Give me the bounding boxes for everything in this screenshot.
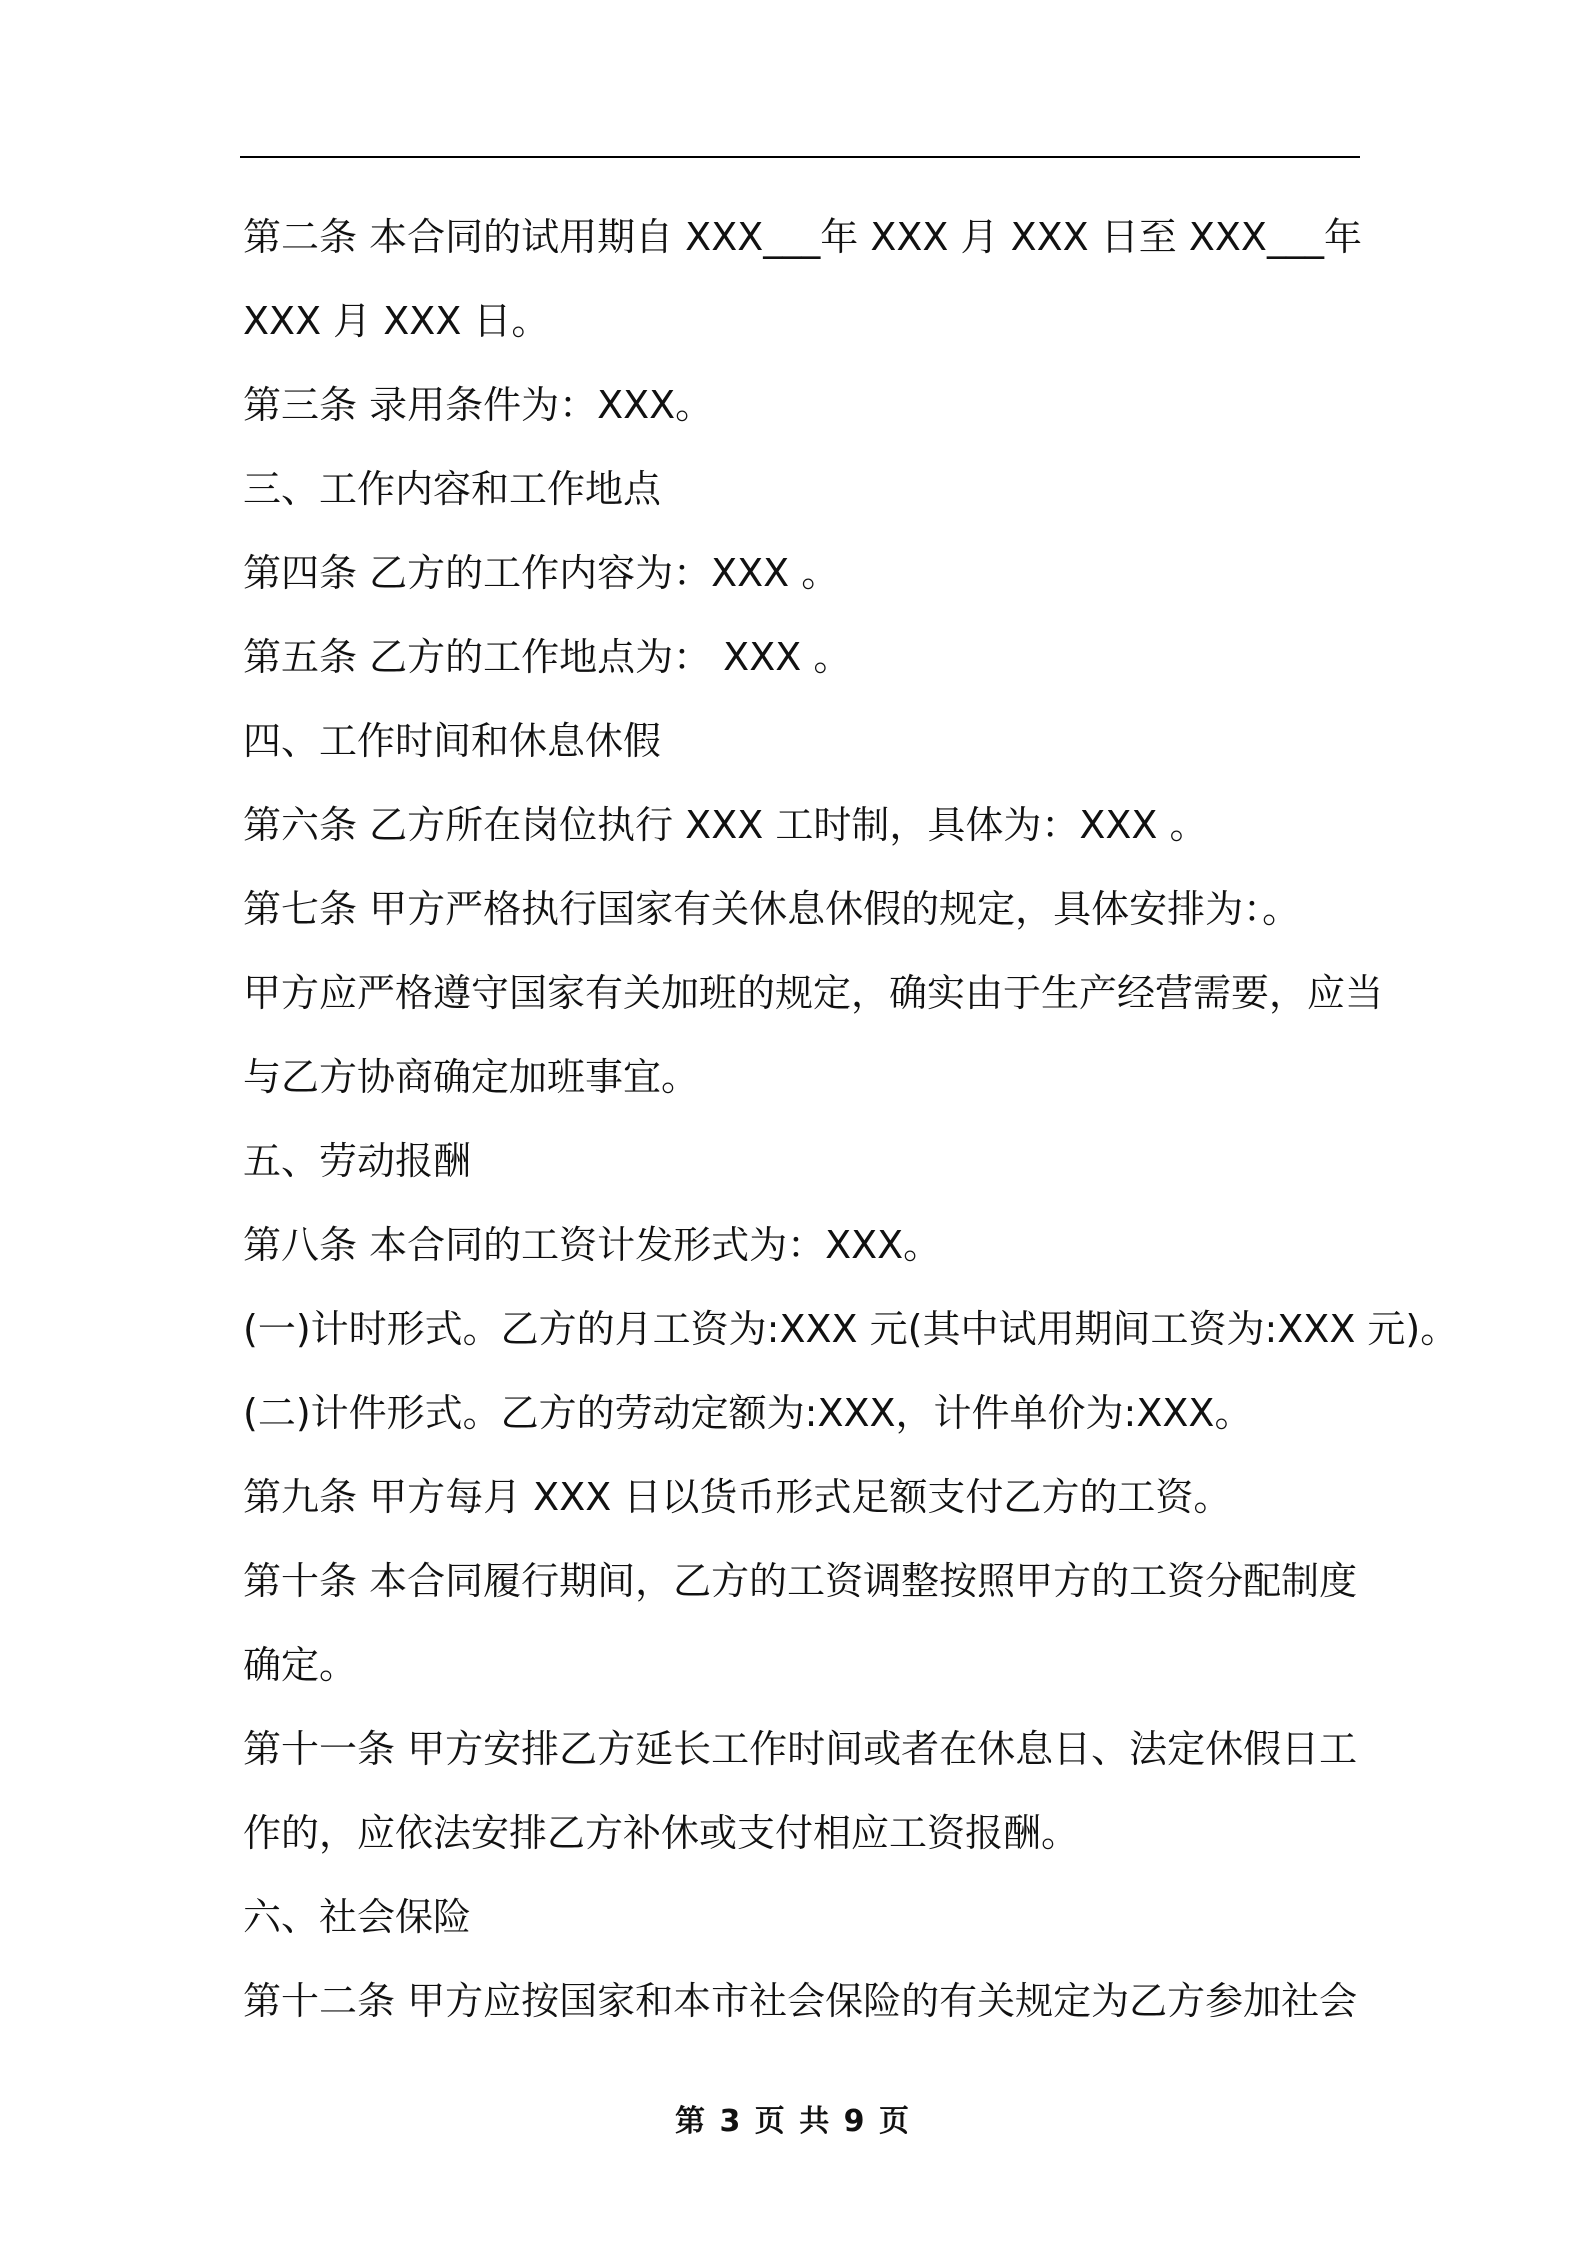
page-number-footer: 第 3 页 共 9 页 [675, 2104, 911, 2139]
text-line: 第三条 录用条件为：XXX。 [243, 383, 714, 427]
text-line: (一)计时形式。乙方的月工资为:XXX 元(其中试用期间工资为:XXX 元)。 [243, 1307, 1459, 1351]
text-line: XXX 月 XXX 日。 [243, 299, 550, 343]
section-heading: 五、劳动报酬 [243, 1139, 472, 1183]
text-line: 甲方应严格遵守国家有关加班的规定，确实由于生产经营需要，应当 [243, 971, 1384, 1015]
text-line: 第九条 甲方每月 XXX 日以货币形式足额支付乙方的工资。 [243, 1475, 1232, 1519]
text-line: 作的，应依法安排乙方补休或支付相应工资报酬。 [243, 1811, 1080, 1855]
text-line: 确定。 [243, 1643, 358, 1687]
text-line: 第八条 本合同的工资计发形式为：XXX。 [243, 1223, 942, 1267]
text-line: 第七条 甲方严格执行国家有关休息休假的规定，具体安排为：。 [243, 887, 1301, 931]
text-line: (二)计件形式。乙方的劳动定额为:XXX，计件单价为:XXX。 [243, 1391, 1253, 1435]
text-line: 第四条 乙方的工作内容为：XXX 。 [243, 551, 840, 595]
section-heading: 六、社会保险 [243, 1895, 472, 1939]
text-line: 第五条 乙方的工作地点为： XXX 。 [243, 635, 852, 679]
section-heading: 三、工作内容和工作地点 [243, 467, 662, 511]
text-line: 第十条 本合同履行期间，乙方的工资调整按照甲方的工资分配制度 [243, 1559, 1358, 1603]
section-heading: 四、工作时间和休息休假 [243, 719, 662, 763]
document-body [243, 195, 1459, 2043]
text-line: 第二条 本合同的试用期自 XXX___年 XXX 月 XXX 日至 XXX___年 [243, 215, 1362, 259]
text-line: 第十二条 甲方应按国家和本市社会保险的有关规定为乙方参加社会 [243, 1979, 1358, 2023]
text-line: 与乙方协商确定加班事宜。 [243, 1055, 700, 1099]
header-rule [240, 156, 1360, 158]
text-line: 第十一条 甲方安排乙方延长工作时间或者在休息日、法定休假日工 [243, 1727, 1358, 1771]
text-line: 第六条 乙方所在岗位执行 XXX 工时制，具体为：XXX 。 [243, 803, 1208, 847]
